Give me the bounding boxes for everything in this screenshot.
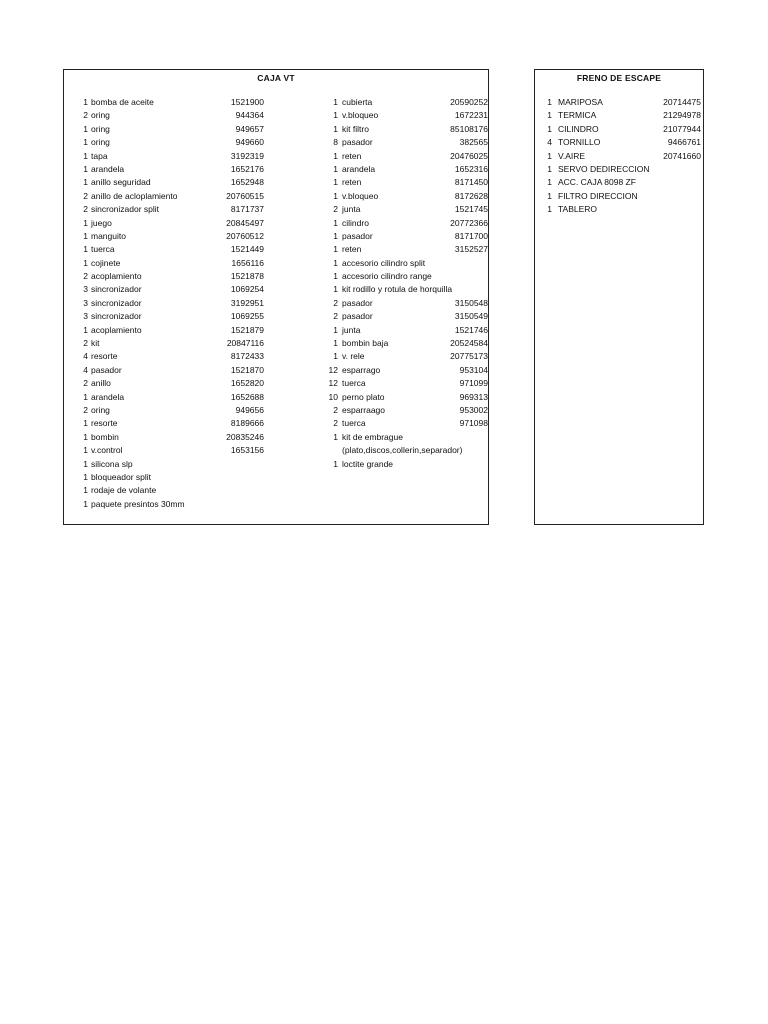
item-quantity: 4 [83,364,88,375]
item-description: junta [342,204,361,215]
list-item [535,190,701,203]
item-description: esparrago [342,364,381,375]
item-description: accesorio cilindro range [342,271,432,282]
item-quantity: 1 [83,177,88,188]
item-part-number: 20775173 [450,351,488,362]
item-quantity: 2 [83,110,88,121]
item-part-number: 21077944 [663,123,701,134]
item-quantity: 1 [333,324,338,335]
list-item [64,297,264,310]
item-quantity: 1 [83,230,88,241]
item-quantity: 1 [333,150,338,161]
item-description: cilindro [342,217,369,228]
item-part-number: 20772366 [450,217,488,228]
list-item [64,123,264,136]
list-item [64,243,264,256]
list-item [64,190,264,203]
item-quantity: 1 [83,244,88,255]
item-quantity: 2 [83,271,88,282]
list-item [64,471,264,484]
item-description: oring [91,137,110,148]
item-description: arandela [91,163,125,174]
item-description: TERMICA [558,110,597,121]
list-item [316,391,488,404]
freno-column [535,96,701,217]
item-description: v.bloqueo [342,110,379,121]
item-description: pasador [91,364,122,375]
list-item [64,136,264,149]
item-part-number: 971099 [459,378,488,389]
item-quantity: 3 [83,311,88,322]
item-quantity: 1 [83,391,88,402]
item-part-number: 20590252 [450,97,488,107]
freno-title: FRENO DE ESCAPE [576,73,662,83]
item-description: acoplamiento [91,271,142,282]
item-part-number: 1521745 [454,204,488,215]
item-quantity: 1 [83,485,88,496]
item-part-number: 1672231 [454,110,488,121]
item-description: junta [342,324,361,335]
item-description: reten [342,244,362,255]
item-part-number: 949660 [235,137,264,148]
item-part-number: 8171737 [230,204,264,215]
list-item [64,444,264,457]
item-part-number: 1521878 [230,271,264,282]
list-item [64,498,264,511]
list-item [64,203,264,216]
item-description: kit filtro [342,123,369,134]
item-description: pasador [342,230,373,241]
list-item [535,176,701,189]
item-part-number: 3192951 [230,297,264,308]
item-part-number: 3150549 [454,311,488,322]
item-description: resorte [91,418,118,429]
item-part-number: 8172433 [230,351,264,362]
item-part-number: 1521879 [230,324,264,335]
list-item [316,190,488,203]
list-item [64,176,264,189]
item-description: rodaje de volante [91,485,157,496]
item-quantity: 1 [83,257,88,268]
caja-title: CAJA VT [257,73,295,83]
item-description: v. rele [342,351,365,362]
item-quantity: 1 [83,324,88,335]
item-description: kit rodillo y rotula de horquilla [342,284,453,295]
item-quantity: 1 [83,471,88,482]
list-item [316,297,488,310]
item-part-number: 1521449 [230,244,264,255]
list-item [535,203,701,216]
item-part-number: 3192319 [230,150,264,161]
list-item [64,270,264,283]
item-quantity: 1 [333,217,338,228]
item-part-number: 949656 [235,404,264,415]
item-quantity: 1 [333,351,338,362]
item-quantity: 1 [333,338,338,349]
item-description: pasador [342,311,373,322]
item-part-number: 969313 [459,391,488,402]
item-part-number: 9466761 [667,137,701,148]
item-part-number: 20847116 [226,338,264,349]
item-quantity: 3 [83,297,88,308]
item-description: TORNILLO [558,137,601,148]
item-description: sincronizador [91,297,142,308]
item-quantity: 10 [328,391,338,402]
item-description: TABLERO [558,204,598,215]
item-description: v.bloqueo [342,190,379,201]
list-item [316,404,488,417]
item-description: pasador [342,137,373,148]
item-description: ACC. CAJA 8098 ZF [558,177,636,188]
list-item [316,109,488,122]
item-quantity: 4 [547,137,552,148]
list-item [316,350,488,363]
list-item [64,350,264,363]
caja-vt-table [63,69,489,525]
item-description: FILTRO DIRECCION [558,190,638,201]
item-part-number: 20760512 [226,230,264,241]
list-item [316,310,488,323]
list-item [316,377,488,390]
item-quantity: 1 [547,177,552,188]
item-description: sincronizador split [91,204,160,215]
item-description: cubierta [342,97,373,107]
caja-right-column [316,96,488,471]
item-part-number: 21294978 [663,110,701,121]
list-item [316,364,488,377]
item-description: anillo de acloplamiento [91,190,178,201]
list-item [316,458,488,471]
item-quantity: 1 [83,97,88,107]
list-item [64,283,264,296]
item-part-number: 8189666 [230,418,264,429]
list-item [535,96,701,109]
item-description: V.AIRE [558,150,586,161]
item-quantity: 2 [83,378,88,389]
item-quantity: 1 [333,190,338,201]
item-quantity: 1 [83,217,88,228]
item-quantity: 2 [333,404,338,415]
item-part-number: 20714475 [663,97,701,107]
list-item [316,431,488,444]
list-item [64,431,264,444]
item-description: v.control [91,445,123,456]
item-part-number: 8171700 [454,230,488,241]
item-description: (plato,discos,collerin,separador) [342,445,463,456]
item-part-number: 20524584 [450,338,488,349]
item-quantity: 1 [83,137,88,148]
item-quantity: 2 [333,311,338,322]
item-description: tuerca [342,418,366,429]
item-quantity: 1 [333,110,338,121]
list-item [316,417,488,430]
list-item [64,230,264,243]
item-quantity: 1 [83,458,88,469]
list-item [316,270,488,283]
item-quantity: 1 [83,498,88,509]
freno-de-escape-table [534,69,704,525]
item-description: oring [91,110,110,121]
list-item [535,136,701,149]
item-quantity: 2 [83,404,88,415]
list-item [64,324,264,337]
item-quantity: 3 [83,284,88,295]
item-quantity: 1 [547,123,552,134]
item-part-number: 3152527 [454,244,488,255]
item-quantity: 1 [333,244,338,255]
item-description: resorte [91,351,118,362]
item-part-number: 20476025 [450,150,488,161]
item-part-number: 20760515 [226,190,264,201]
item-description: bombin [91,431,119,442]
list-item [316,123,488,136]
list-item [316,203,488,216]
item-description: kit de embrague [342,431,403,442]
list-item [64,337,264,350]
caja-left-column [64,96,264,511]
list-item [316,337,488,350]
list-item [64,417,264,430]
item-part-number: 3150548 [454,297,488,308]
item-part-number: 8172628 [454,190,488,201]
item-quantity: 1 [333,230,338,241]
item-part-number: 1521870 [230,364,264,375]
list-item [316,150,488,163]
item-quantity: 1 [547,204,552,215]
item-description: sincronizador [91,284,142,295]
item-quantity: 1 [333,284,338,295]
item-part-number: 20845497 [226,217,264,228]
item-quantity: 1 [83,150,88,161]
item-quantity: 2 [333,204,338,215]
item-description: bloqueador split [91,471,152,482]
list-item [316,163,488,176]
item-part-number: 8171450 [454,177,488,188]
item-description: cojinete [91,257,121,268]
item-description: silicona slp [91,458,133,469]
item-description: oring [91,404,110,415]
list-item [64,96,264,109]
item-part-number: 1521900 [230,97,264,107]
item-description: pasador [342,297,373,308]
item-description: loctite grande [342,458,394,469]
item-part-number: 1656116 [231,257,264,268]
list-item [316,257,488,270]
list-item [64,310,264,323]
item-quantity: 2 [333,418,338,429]
item-quantity: 8 [333,137,338,148]
item-description: SERVO DEDIRECCION [558,163,650,174]
list-item [535,109,701,122]
item-quantity: 12 [328,378,338,389]
list-item [316,444,488,457]
item-quantity: 1 [83,418,88,429]
item-part-number: 1652176 [230,163,264,174]
list-item [64,391,264,404]
item-part-number: 1652948 [230,177,264,188]
item-quantity: 1 [547,150,552,161]
item-description: manguito [91,230,126,241]
item-quantity: 2 [333,297,338,308]
item-quantity: 1 [547,163,552,174]
item-part-number: 953104 [459,364,488,375]
item-description: accesorio cilindro split [342,257,426,268]
item-part-number: 1652820 [230,378,264,389]
item-part-number: 953002 [459,404,488,415]
item-quantity: 1 [333,458,338,469]
item-description: oring [91,123,110,134]
item-quantity: 1 [333,123,338,134]
item-part-number: 944364 [235,110,264,121]
list-item [316,283,488,296]
item-quantity: 1 [547,110,552,121]
item-quantity: 1 [333,271,338,282]
item-quantity: 1 [333,431,338,442]
list-item [64,484,264,497]
item-description: perno plato [342,391,385,402]
item-description: bombin baja [342,338,389,349]
item-description: reten [342,177,362,188]
item-quantity: 1 [547,97,552,107]
item-quantity: 2 [83,338,88,349]
list-item [316,230,488,243]
list-item [64,404,264,417]
item-description: arandela [91,391,125,402]
item-quantity: 2 [83,204,88,215]
item-quantity: 1 [83,123,88,134]
list-item [316,96,488,109]
item-part-number: 85108176 [450,123,488,134]
item-part-number: 20835246 [226,431,264,442]
item-description: sincronizador [91,311,142,322]
list-item [316,217,488,230]
item-quantity: 4 [83,351,88,362]
item-quantity: 1 [333,177,338,188]
item-description: MARIPOSA [558,97,603,107]
item-part-number: 1521746 [454,324,488,335]
item-part-number: 1069255 [230,311,264,322]
item-part-number: 1652316 [454,163,488,174]
list-item [535,163,701,176]
item-description: reten [342,150,362,161]
item-description: tuerca [91,244,115,255]
list-item [316,176,488,189]
item-quantity: 1 [333,257,338,268]
list-item [64,377,264,390]
list-item [64,150,264,163]
item-part-number: 1652688 [230,391,264,402]
item-part-number: 971098 [459,418,488,429]
item-description: anillo seguridad [91,177,151,188]
item-part-number: 1653156 [230,445,264,456]
item-description: paquete presintos 30mm [91,498,185,509]
item-description: tuerca [342,378,366,389]
item-quantity: 1 [333,97,338,107]
item-part-number: 382565 [459,137,488,148]
list-item [64,163,264,176]
item-quantity: 1 [83,163,88,174]
list-item [535,123,701,136]
list-item [316,136,488,149]
item-description: anillo [91,378,111,389]
list-item [64,217,264,230]
item-quantity: 1 [83,431,88,442]
item-description: tapa [91,150,108,161]
item-description: CILINDRO [558,123,599,134]
item-quantity: 12 [328,364,338,375]
item-part-number: 1069254 [230,284,264,295]
item-description: kit [91,338,100,349]
item-description: esparraago [342,404,386,415]
item-quantity: 1 [333,163,338,174]
item-quantity: 2 [83,190,88,201]
item-description: juego [91,217,112,228]
item-description: bomba de aceite [91,97,154,107]
list-item [64,109,264,122]
item-part-number: 949657 [235,123,264,134]
list-item [316,243,488,256]
list-item [64,364,264,377]
item-part-number: 20741660 [663,150,701,161]
item-quantity: 1 [83,445,88,456]
list-item [64,458,264,471]
item-description: arandela [342,163,376,174]
list-item [535,150,701,163]
item-quantity: 1 [547,190,552,201]
item-description: acoplamiento [91,324,142,335]
list-item [64,257,264,270]
list-item [316,324,488,337]
